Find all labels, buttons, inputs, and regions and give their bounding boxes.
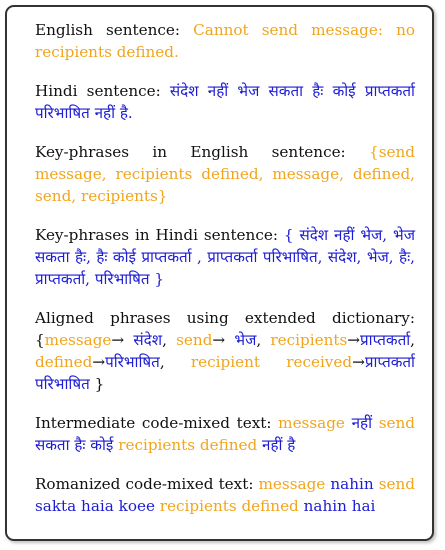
aligned-phrases-segment: ,: [410, 331, 415, 349]
aligned-phrases-segment: }: [89, 375, 105, 393]
romanized-code-mixed-segment: recipients defined: [159, 497, 304, 515]
intermediate-code-mixed-segment: नहीं: [351, 414, 379, 432]
aligned-phrases-segment: message: [44, 331, 112, 349]
intermediate-code-mixed-segment: recipients defined: [118, 436, 263, 454]
aligned-phrases-segment: संदेश: [133, 331, 163, 349]
romanized-code-mixed-segment: sakta haia koee: [35, 497, 160, 515]
aligned-phrases-segment: प्राप्तकर्ता: [360, 331, 411, 349]
example-card: [5, 5, 434, 541]
english-sentence-paragraph: [35, 19, 415, 63]
english-key-phrases-paragraph: [35, 141, 415, 207]
hindi-sentence-segment: संदेश नहीं भेज सकता हैः कोई प्राप्तकर्ता परिभाषित नहीं है.: [35, 82, 415, 122]
hindi-key-phrases-segment: Key-phrases in Hindi sentence:: [35, 226, 284, 244]
aligned-phrases-segment: प्राप्तकर्ता परिभाषित: [35, 353, 415, 393]
aligned-phrases-segment: send: [176, 331, 213, 349]
english-key-phrases-segment: {send message, recipients defined, message, defined, send, recipients}: [35, 143, 415, 205]
aligned-phrases-segment: ,: [256, 331, 271, 349]
hindi-key-phrases-segment: { संदेश नहीं भेज, भेज सकता हैः, हैः कोई प्राप्तकर्ता , प्राप्तकर्ता परिभाषित, संदेश, भेज, हैः, प्राप्तकर्ता, परिभाषित }: [35, 226, 415, 288]
aligned-phrases-segment: परिभाषित: [105, 353, 160, 371]
english-sentence-segment: Cannot send message: no recipients defined.: [35, 21, 415, 61]
romanized-code-mixed-segment: nahin: [330, 475, 379, 493]
aligned-phrases-segment: भेज: [234, 331, 257, 349]
romanized-code-mixed-segment: message: [258, 475, 331, 493]
intermediate-code-mixed-segment: Intermediate code-mixed text:: [35, 414, 279, 432]
aligned-phrases-segment: ,: [162, 331, 177, 349]
aligned-phrases-segment: →: [347, 331, 360, 349]
intermediate-code-mixed-paragraph: [35, 412, 415, 456]
hindi-sentence-paragraph: [35, 80, 415, 124]
aligned-phrases-segment: recipients: [270, 331, 348, 349]
aligned-phrases-segment: defined: [35, 353, 93, 371]
romanized-code-mixed-segment: nahin hai: [303, 497, 376, 515]
aligned-phrases-segment: recipient received: [190, 353, 353, 371]
hindi-sentence-segment: Hindi sentence:: [35, 82, 170, 100]
romanized-code-mixed-paragraph: [35, 473, 415, 517]
english-sentence-segment: English sentence:: [35, 21, 194, 39]
aligned-phrases-segment: →: [212, 331, 235, 349]
aligned-phrases-segment: ,: [159, 353, 191, 371]
aligned-phrases-segment: →: [352, 353, 365, 371]
aligned-phrases-segment: →: [111, 331, 134, 349]
card-content: [35, 19, 415, 534]
hindi-key-phrases-paragraph: [35, 224, 415, 290]
aligned-phrases-paragraph: [35, 307, 415, 395]
romanized-code-mixed-segment: Romanized code-mixed text:: [35, 475, 259, 493]
intermediate-code-mixed-segment: नहीं है: [262, 436, 296, 454]
intermediate-code-mixed-segment: send: [378, 414, 415, 432]
intermediate-code-mixed-segment: message: [278, 414, 352, 432]
aligned-phrases-segment: Aligned phrases using extended dictionary: {: [35, 309, 415, 349]
romanized-code-mixed-segment: send: [378, 475, 415, 493]
intermediate-code-mixed-segment: सकता हैः कोई: [35, 436, 119, 454]
english-key-phrases-segment: Key-phrases in English sentence:: [35, 143, 370, 161]
aligned-phrases-segment: →: [92, 353, 106, 371]
